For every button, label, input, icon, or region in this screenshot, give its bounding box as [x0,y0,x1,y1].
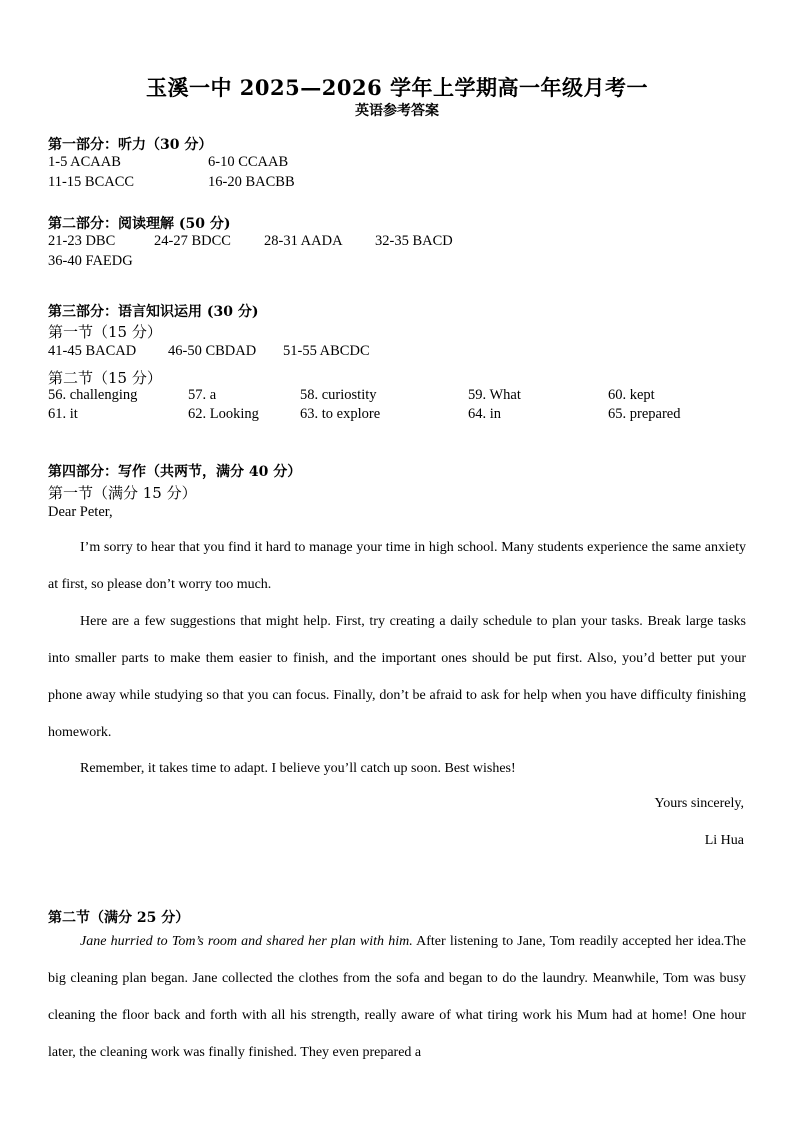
letter-paragraph: Remember, it takes time to adapt. I believe you’ll catch up soon. Best wishes! [80,761,516,776]
cloze-answer: 64. in [468,406,502,422]
part3-answer: 51-55 ABCDC [283,343,370,359]
part3-heading: 第三部分：语言知识运用 (30 分) [48,304,259,320]
part1-answer: 1-5 ACAAB [48,154,121,170]
part1-answer: 16-20 BACBB [208,174,295,190]
cloze-answer: 63. to explore [300,406,381,422]
part3-section1-heading: 第一节（15 分） [48,323,162,341]
part2-answer: 32-35 BACD [375,233,453,249]
part3-answer: 46-50 CBDAD [168,343,257,359]
document-subtitle: 英语参考答案 [355,103,439,119]
cloze-answer: 56. challenging [48,387,138,403]
part2-answer: 28-31 AADA [264,233,343,249]
part4-section1-heading: 第一节（满分 15 分） [48,484,197,502]
letter-greeting: Dear Peter, [48,504,113,520]
document-title: 玉溪一中 2025—2026 学年上学期高一年级月考一 [145,75,648,100]
letter-closing: Yours sincerely, [654,796,744,811]
part1-answer: 11-15 BCACC [48,174,135,190]
letter-signature: Li Hua [704,833,744,848]
letter-paragraph: Here are a few suggestions that might help. First, try creating a daily schedule to plan your tasks. Break large tasks into smaller parts to make them easier to finish, and the important ones should be put first. Also, you’d better put your phone away while studying so that you can focus. Finally, don’t be afraid to ask for help when you have difficulty finishing homework. [48,614,746,740]
letter-paragraph: I’m sorry to hear that you find it hard to manage your time in high school. Many students experience the same anxiety at first, so please don’t worry too much. [48,540,746,592]
part2-heading: 第二部分：阅读理解 (50 分) [48,216,231,232]
part3-section2-heading: 第二节（15 分） [48,369,162,387]
continuation-text: After listening to Jane, Tom readily accepted her idea.The big cleaning plan began. Jane collected the clothes from the sofa and began to do the laundry. Meanwhile, Tom was busy cleaning the floor back and forth with all his strength, really aware of what tiring work his Mum had at home! One hour later, the cleaning work was finally finished. They even prepared a [48,934,747,1060]
part1-heading: 第一部分：听力（30 分） [48,137,213,153]
continuation-paragraph [48,923,746,1071]
cloze-answer: 61. it [48,406,78,422]
part4-heading: 第四部分：写作（共两节，满分 40 分） [48,464,302,480]
cloze-answer: 59. What [468,387,521,403]
cloze-answer: 58. curiostity [300,387,377,403]
continuation-lead-sentence: Jane hurried to Tom’s room and shared her plan with him. [80,934,413,949]
part1-answer: 6-10 CCAAB [208,154,289,170]
cloze-answer: 57. a [188,387,217,403]
cloze-answer: 65. prepared [608,406,681,422]
part2-answer: 21-23 DBC [48,233,116,249]
cloze-answer: 62. Looking [188,406,259,422]
cloze-answer: 60. kept [608,387,655,403]
part2-answer: 24-27 BDCC [154,233,231,249]
part3-answer: 41-45 BACAD [48,343,137,359]
part4-section2-heading: 第二节（满分 25 分） [48,910,190,926]
part2-answer: 36-40 FAEDG [48,253,133,269]
